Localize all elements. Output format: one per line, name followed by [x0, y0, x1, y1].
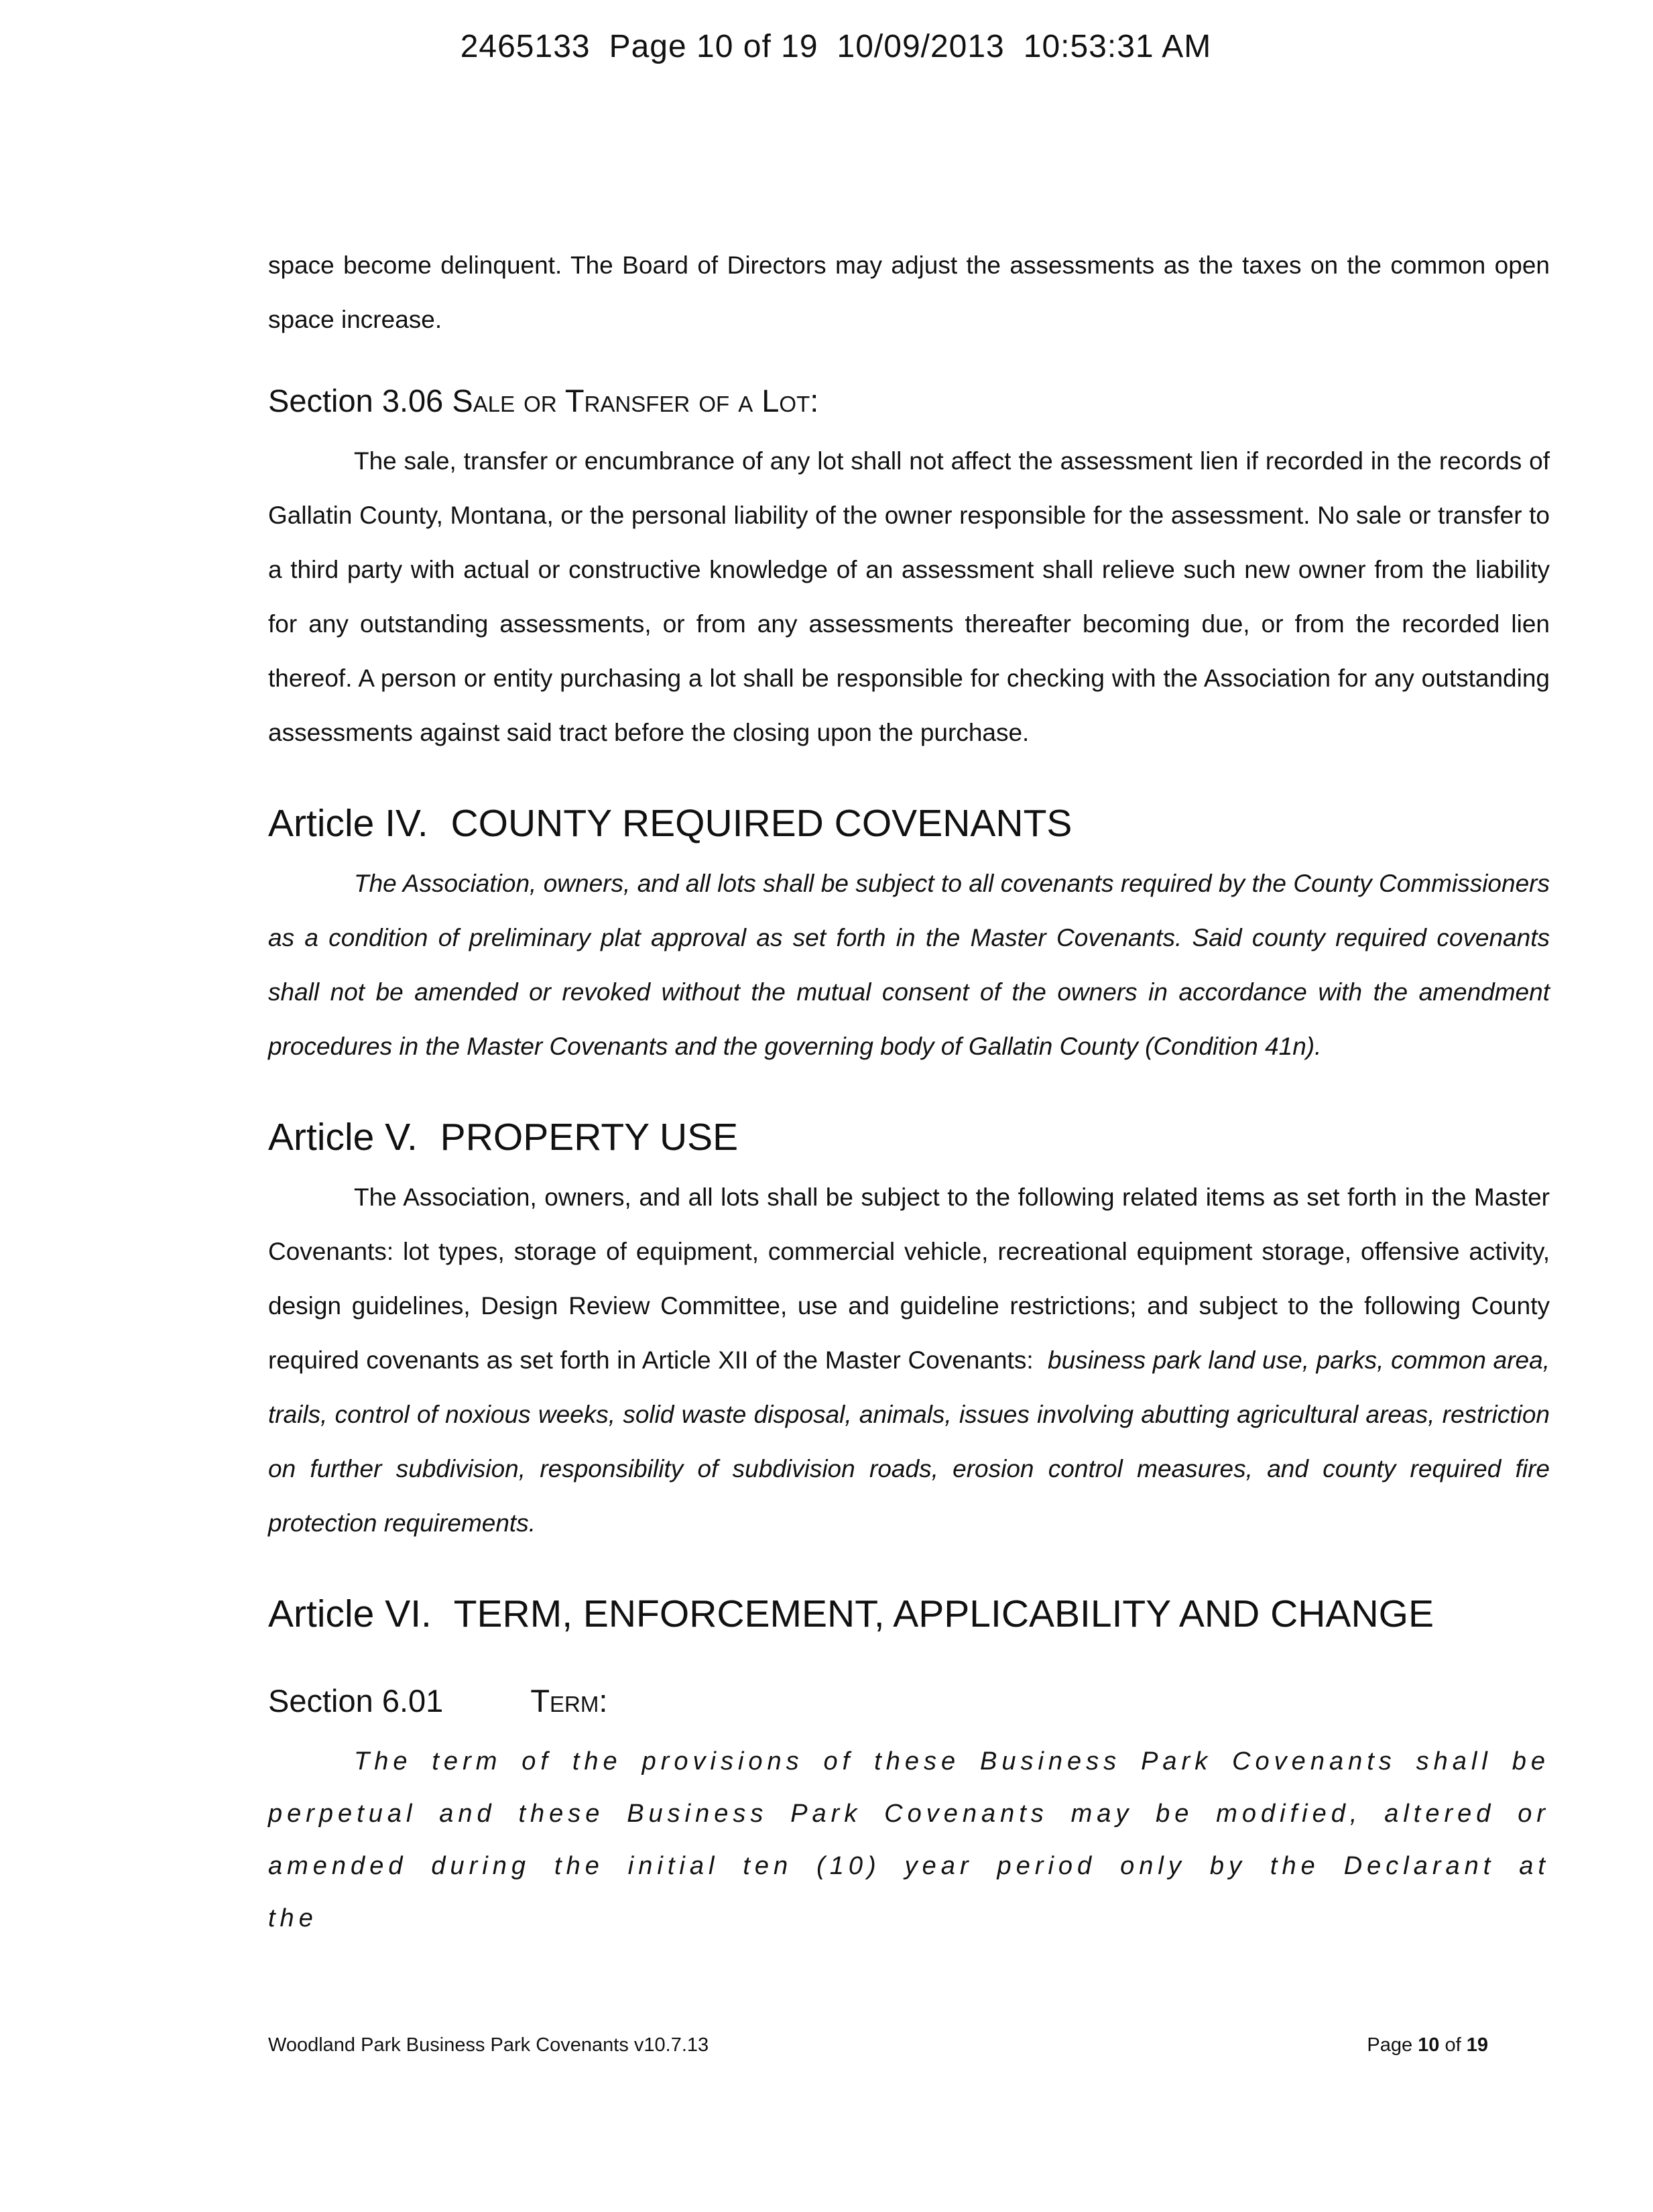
recording-stamp [0, 28, 1653, 65]
article-4-body: The Association, owners, and all lots shall be subject to all covenants required by the County Commissioners as a condition of preliminary plat approval as set forth in the Master Covenants. Said county required covenants shall not be amended or revoked without the mutual consent of the owners in accordance with the amendment procedures in the Master Covenants and the governing body of Gallatin County (Condition 41n). [268, 870, 1550, 1060]
footer-page-number [1367, 2034, 1488, 2056]
stamp-doc-number: 2465133 [460, 29, 591, 64]
section-3-06-number: Section 3.06 [268, 383, 444, 418]
article-5-body-italic: business park land use, parks, common area, trails, control of noxious weeks, solid waste disposal, animals, issues involving abutting agricultural areas, restriction on further subdivision, responsibility of subdivision roads, erosion control measures, and county required fire protection requirements. [268, 1346, 1550, 1537]
document-body [268, 238, 1550, 1944]
stamp-page-info: Page 10 of 19 [609, 29, 818, 64]
article-5-body [268, 1170, 1550, 1550]
footer-page-current: 10 [1418, 2034, 1440, 2056]
stamp-time: 10:53:31 AM [1023, 29, 1212, 64]
section-3-06-body: The sale, transfer or encumbrance of any lot shall not affect the assessment lien if recorded in the records of Gallatin County, Montana, or the personal liability of the owner responsible for the assessment. No sale or transfer to a third party with actual or constructive knowledge of an assessment shall relieve such new owner from the liability for any outstanding assessments, or from any assessments thereafter becoming due, or from the recorded lien thereof. A person or entity purchasing a lot shall be responsible for checking with the Association for any outstanding assessments against said tract before the closing upon the purchase. [268, 447, 1550, 746]
intro-paragraph: space become delinquent. The Board of Directors may adjust the assessments as the taxes on the common open space increase. [268, 251, 1550, 333]
article-4-heading [268, 793, 1550, 854]
article-6-title: TERM, ENFORCEMENT, APPLICABILITY AND CHANGE [453, 1592, 1434, 1635]
article-5-body-plain: The Association, owners, and all lots shall be subject to the following related items as set forth in the Master Covenants: lot types, storage of equipment, commercial vehicle, recreational equipment storage, offensive activity, design guidelines, Design Review Committee, use and guideline restrictions; and subject to the following County required covenants as set forth in Article XII of the Master Covenants: [268, 1183, 1550, 1374]
footer-page-of: of [1445, 2034, 1461, 2056]
article-5-number: Article V. [268, 1116, 418, 1159]
footer-page-total: 19 [1466, 2034, 1488, 2056]
section-3-06-heading [268, 373, 1550, 428]
article-5-heading [268, 1107, 1550, 1167]
section-3-06-title: Sale or Transfer of a Lot: [452, 383, 819, 418]
footer-document-name: Woodland Park Business Park Covenants v10.7.13 [268, 2034, 709, 2056]
article-6-heading [268, 1584, 1550, 1644]
section-6-01-title: Term: [530, 1683, 608, 1719]
article-5-title: PROPERTY USE [440, 1116, 739, 1159]
article-4-number: Article IV. [268, 802, 428, 845]
article-4-title: COUNTY REQUIRED COVENANTS [450, 802, 1073, 845]
section-6-01-number: Section 6.01 [268, 1683, 444, 1719]
section-6-01-body: The term of the provisions of these Business Park Covenants shall be perpetual and these Business Park Covenants may be modified, altered or amended during the initial ten (10) year period only by the Declarant at the [268, 1747, 1550, 1932]
footer-page-label: Page [1367, 2034, 1413, 2056]
section-6-01-heading [268, 1674, 1550, 1729]
stamp-date: 10/09/2013 [837, 29, 1005, 64]
article-6-number: Article VI. [268, 1592, 432, 1635]
